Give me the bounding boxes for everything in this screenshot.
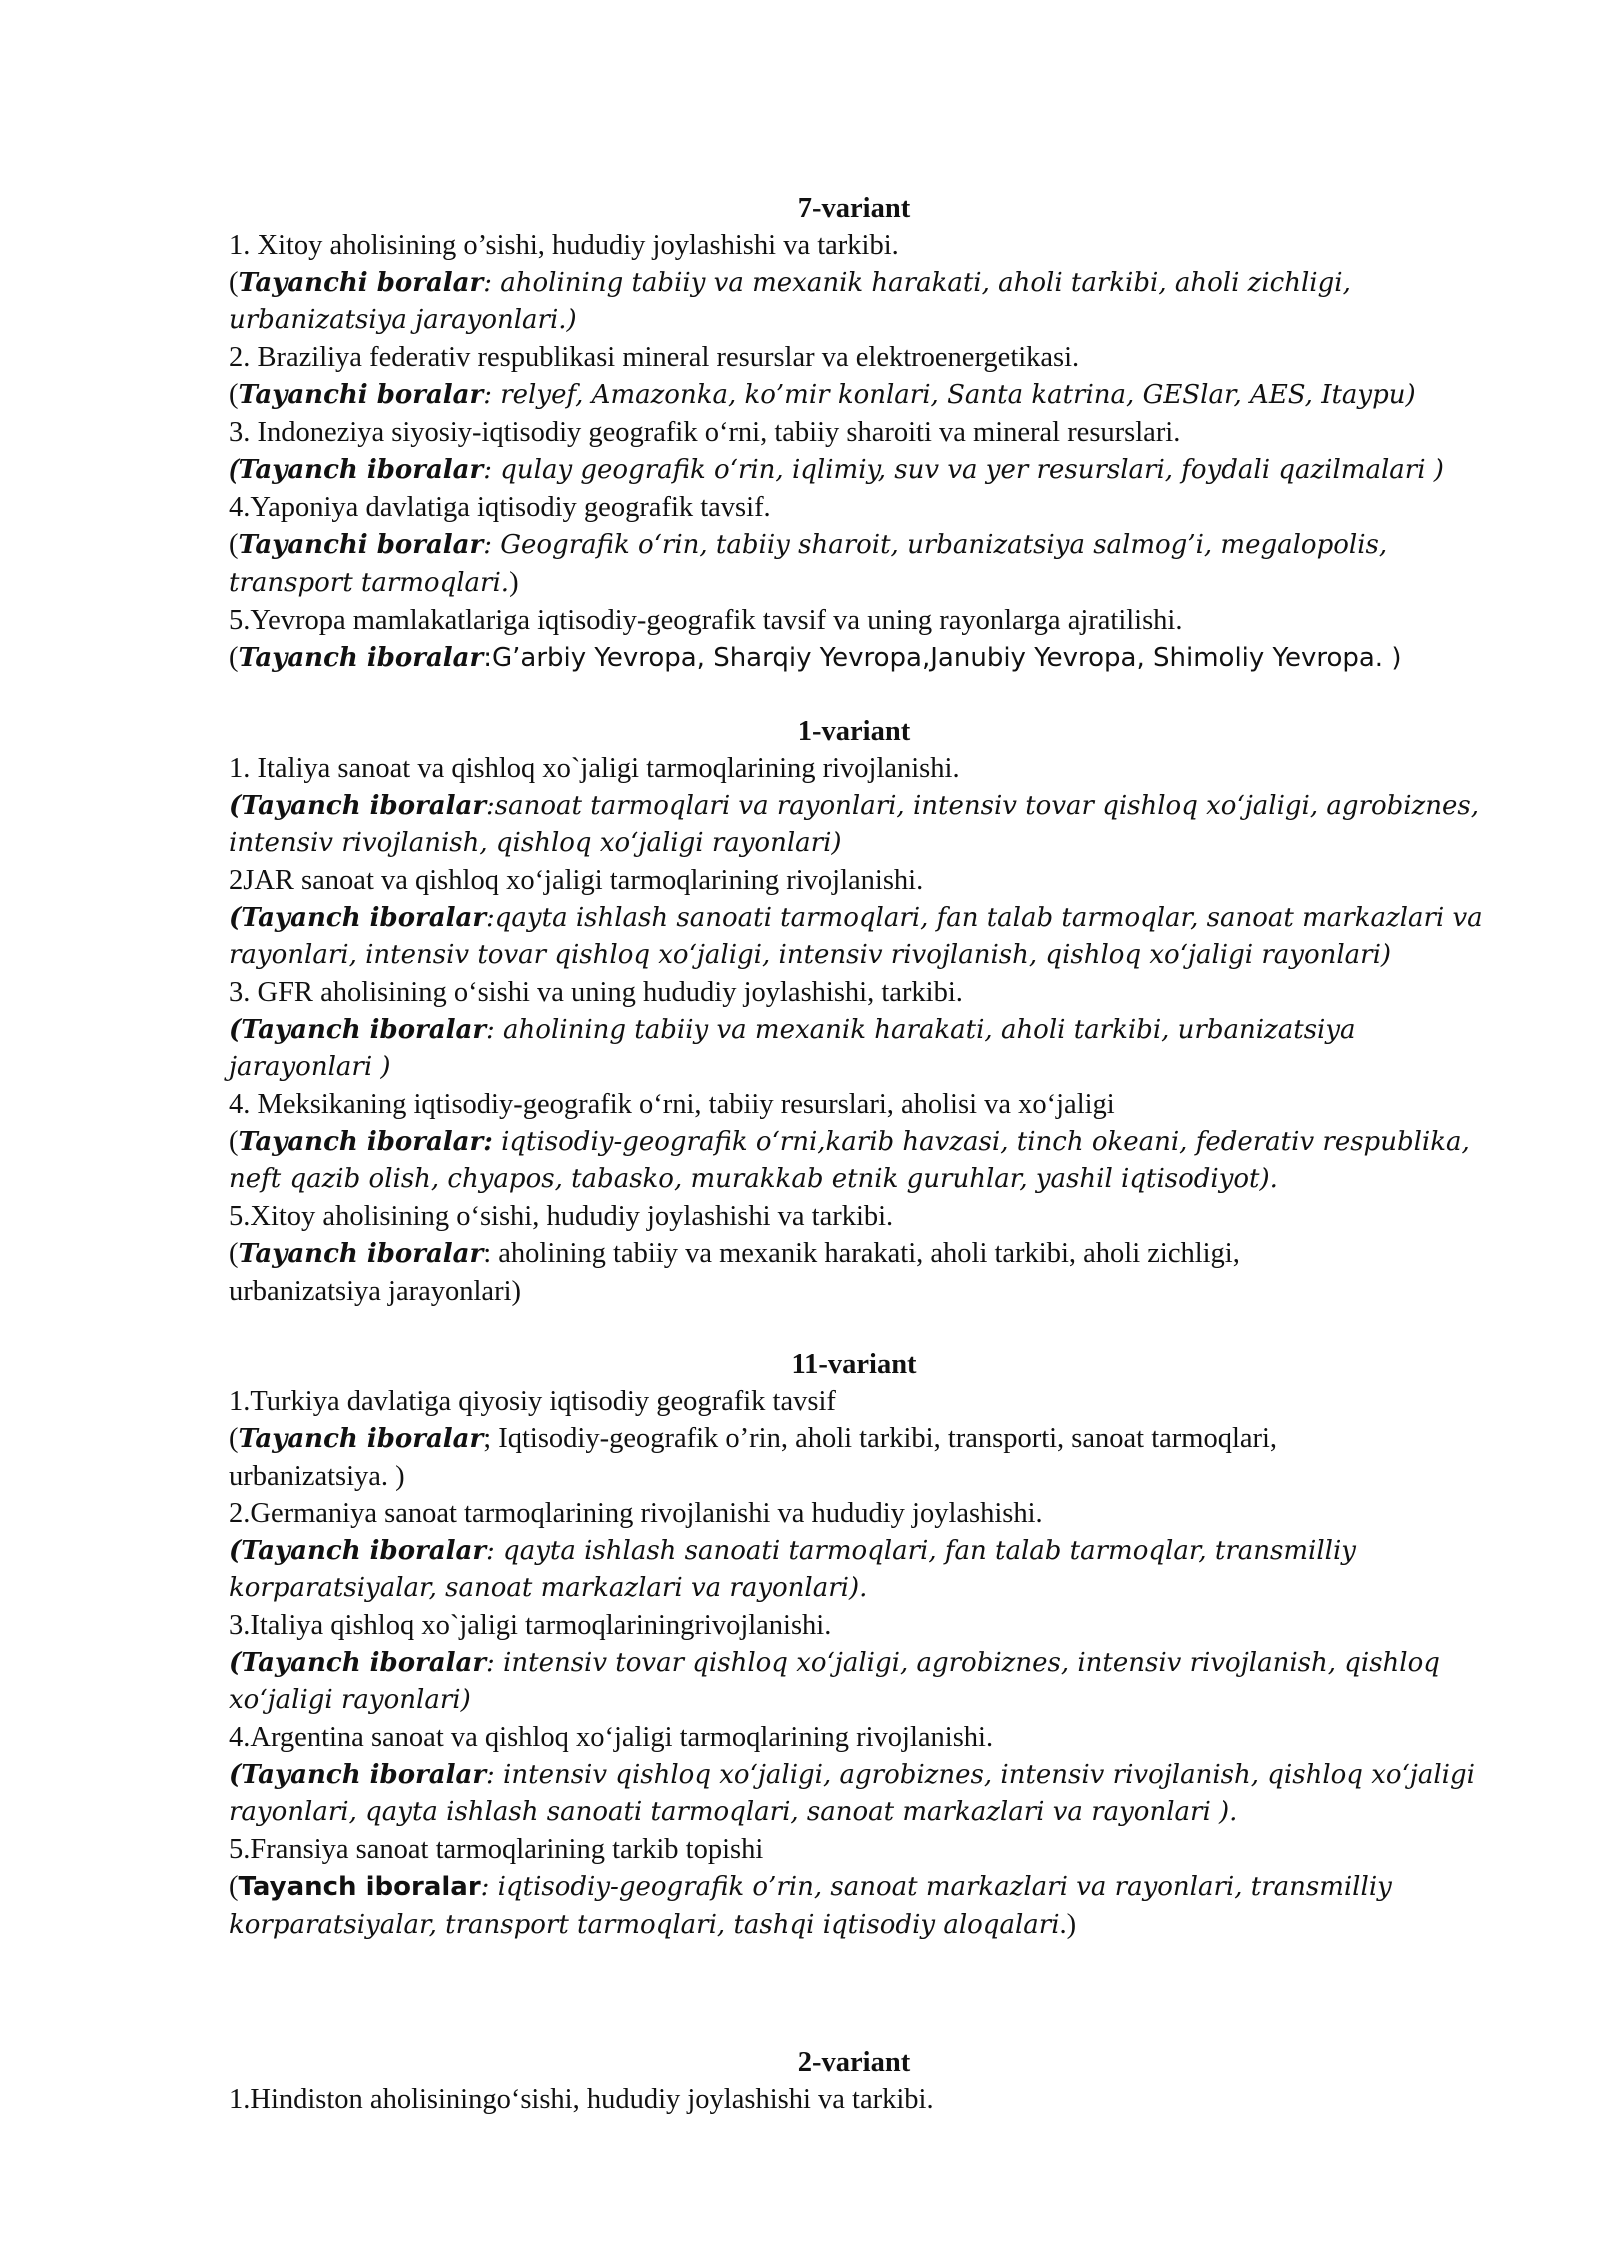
variant-7-question-1: 1. Xitoy aholisining o’sishi, hududiy joylashishi va tarkibi. <box>229 230 899 261</box>
variant-11-keywords-5: (Tayanch iboralar: iqtisodiy-geografik o’rin, sanoat markazlari va rayonlari, transmilliy <box>229 1871 1392 1902</box>
variant-11-question-1: 1.Turkiya davlatiga qiyosiy iqtisodiy geografik tavsif <box>229 1386 836 1417</box>
variant-11-question-5: 5.Fransiya sanoat tarmoqlarining tarkib topishi <box>229 1834 764 1865</box>
variant-1-keywords-5-cont: urbanizatsiya jarayonlari) <box>229 1276 521 1307</box>
variant-7-question-3: 3. Indoneziya siyosiy-iqtisodiy geografik o‘rni, tabiiy sharoiti va mineral resurslari. <box>229 417 1181 448</box>
variant-1-keywords-1-cont: intensiv rivojlanish, qishloq xo‘jaligi rayonlari) <box>229 828 842 858</box>
variant-7-keywords-1-cont: urbanizatsiya jarayonlari.) <box>229 305 577 335</box>
variant-7-question-5: 5.Yevropa mamlakatlariga iqtisodiy-geografik tavsif va uning rayonlarga ajratilishi. <box>229 605 1183 636</box>
variant-11-keywords-3: (Tayanch iboralar: intensiv tovar qishloq xo‘jaligi, agrobiznes, intensiv rivojlanish, qishloq <box>229 1648 1440 1678</box>
variant-1-keywords-3: (Tayanch iboralar: aholining tabiiy va mexanik harakati, aholi tarkibi, urbanizatsiya <box>229 1015 1356 1045</box>
variant-1-question-5: 5.Xitoy aholisining o‘sishi, hududiy joylashishi va tarkibi. <box>229 1201 894 1232</box>
variant-1-question-2: 2JAR sanoat va qishloq xo‘jaligi tarmoqlarining rivojlanishi. <box>229 865 924 896</box>
variant-1-question-1: 1. Italiya sanoat va qishloq xo`jaligi tarmoqlarining rivojlanishi. <box>229 753 960 784</box>
variant-7-keywords-1: (Tayanchi boralar: aholining tabiiy va mexanik harakati, aholi tarkibi, aholi zichligi, <box>229 267 1351 298</box>
variant-7-keywords-4-cont: transport tarmoqlari.) <box>229 567 519 598</box>
variant-1-keywords-2-cont: rayonlari, intensiv tovar qishloq xo‘jaligi, intensiv rivojlanish, qishloq xo‘jaligi rayonlari) <box>229 940 1392 970</box>
variant-11-keywords-4: (Tayanch iboralar: intensiv qishloq xo‘jaligi, agrobiznes, intensiv rivojlanish, qishloq xo‘jaligi <box>229 1760 1475 1790</box>
variant-1-keywords-5: (Tayanch iboralar: aholining tabiiy va mexanik harakati, aholi tarkibi, aholi zichligi, <box>229 1238 1240 1269</box>
variant-11-keywords-4-cont: rayonlari, qayta ishlash sanoati tarmoqlari, sanoat markazlari va rayonlari ). <box>229 1797 1238 1827</box>
variant-1-title: 1-variant <box>797 716 911 747</box>
variant-1-keywords-4: (Tayanch iboralar: iqtisodiy-geografik o‘rni,karib havzasi, tinch okeani, federativ respublika, <box>229 1126 1470 1157</box>
variant-11-question-4: 4.Argentina sanoat va qishloq xo‘jaligi tarmoqlarining rivojlanishi. <box>229 1722 994 1753</box>
variant-1-keywords-2: (Tayanch iboralar:qayta ishlash sanoati tarmoqlari, fan talab tarmoqlar, sanoat markazlari va <box>229 903 1483 933</box>
variant-11-question-2: 2.Germaniya sanoat tarmoqlarining rivojlanishi va hududiy joylashishi. <box>229 1498 1043 1529</box>
variant-11-title: 11-variant <box>791 1349 917 1380</box>
variant-1-keywords-3-cont: jarayonlari ) <box>229 1052 391 1082</box>
variant-2-question-1: 1.Hindiston aholisiningo‘sishi, hududiy joylashishi va tarkibi. <box>229 2084 934 2115</box>
variant-2-title: 2-variant <box>797 2047 911 2078</box>
variant-1-keywords-4-cont: neft qazib olish, chyapos, tabasko, murakkab etnik guruhlar, yashil iqtisodiyot). <box>229 1164 1278 1194</box>
variant-11-keywords-2: (Tayanch iboralar: qayta ishlash sanoati tarmoqlari, fan talab tarmoqlar, transmilliy <box>229 1536 1356 1566</box>
variant-11-keywords-2-cont: korparatsiyalar, sanoat markazlari va rayonlari). <box>229 1573 868 1603</box>
variant-1-question-4: 4. Meksikaning iqtisodiy-geografik o‘rni, tabiiy resurslari, aholisi va xo‘jaligi <box>229 1089 1115 1120</box>
variant-11-keywords-1-cont: urbanizatsiya. ) <box>229 1461 405 1492</box>
variant-7-title: 7-variant <box>797 193 911 224</box>
variant-11-keywords-3-cont: xo‘jaligi rayonlari) <box>229 1685 471 1715</box>
variant-7-keywords-3: (Tayanch iboralar: qulay geografik o‘rin, iqlimiy, suv va yer resurslari, foydali qazilmalari ) <box>229 454 1444 485</box>
variant-1-question-3: 3. GFR aholisining o‘sishi va uning hududiy joylashishi, tarkibi. <box>229 977 963 1008</box>
variant-11-keywords-5-cont: korparatsiyalar, transport tarmoqlari, tashqi iqtisodiy aloqalari.) <box>229 1909 1077 1940</box>
variant-7-keywords-2: (Tayanchi boralar: relyef, Amazonka, ko’mir konlari, Santa katrina, GESlar, AES, Itaypu) <box>229 379 1416 410</box>
variant-7-keywords-4: (Tayanchi boralar: Geografik o‘rin, tabiiy sharoit, urbanizatsiya salmog’i, megalopolis, <box>229 529 1388 560</box>
variant-7-question-4: 4.Yaponiya davlatiga iqtisodiy geografik tavsif. <box>229 492 771 523</box>
variant-7-question-2: 2. Braziliya federativ respublikasi mineral resurslar va elektroenergetikasi. <box>229 342 1080 373</box>
variant-11-question-3: 3.Italiya qishloq xo`jaligi tarmoqlariningrivojlanishi. <box>229 1610 832 1641</box>
variant-1-keywords-1: (Tayanch iboralar:sanoat tarmoqlari va rayonlari, intensiv tovar qishloq xo‘jaligi, agrobiznes, <box>229 791 1480 821</box>
variant-7-keywords-5: (Tayanch iboralar:G’arbiy Yevropa, Sharqiy Yevropa,Janubiy Yevropa, Shimoliy Yevropa. ) <box>229 642 1402 673</box>
variant-11-keywords-1: (Tayanch iboralar; Iqtisodiy-geografik o’rin, aholi tarkibi, transporti, sanoat tarmoqlari, <box>229 1423 1278 1454</box>
